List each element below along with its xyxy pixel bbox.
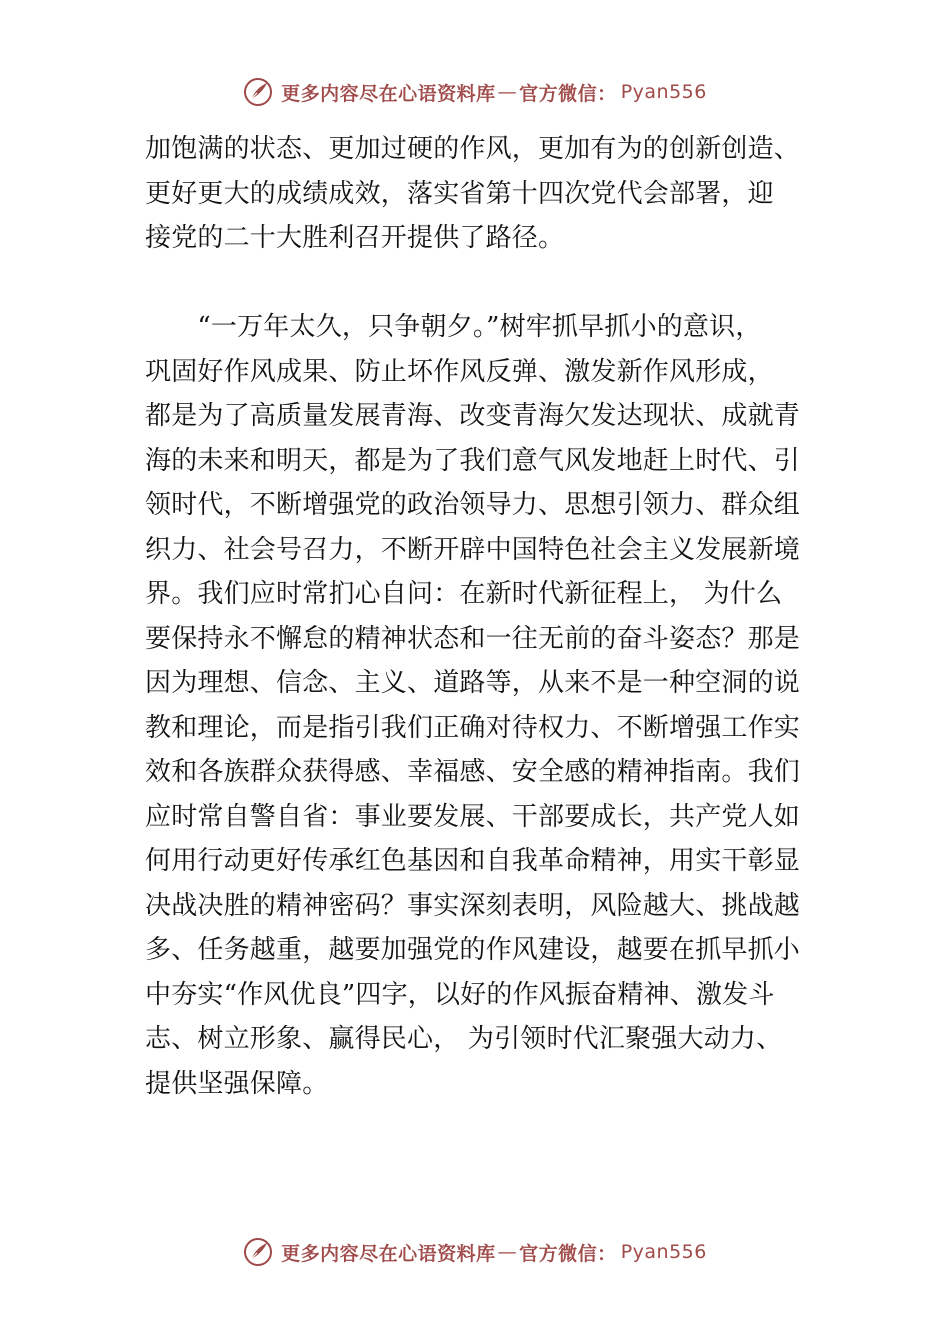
paragraph-1 — [145, 127, 835, 261]
watermark-separator: — — [497, 81, 518, 103]
text-line: 海的未来和明天，都是为了我们意气风发地赶上时代、引 — [145, 445, 801, 476]
text-line: 界。我们应时常扪心自问：在新时代新征程上， 为什么 — [145, 579, 783, 609]
text-line: 要保持永不懈怠的精神状态和一往无前的奋斗姿态？那是 — [145, 623, 801, 654]
text-line: 更好更大的成绩成效，落实省第十四次党代会部署，迎 — [145, 178, 774, 209]
text-line: 决战决胜的精神密码？事实深刻表明，风险越大、挑战越 — [145, 890, 801, 921]
text-line: 加饱满的状态、更加过硬的作风，更加有为的创新创造、 — [145, 134, 801, 164]
text-line: 教和理论，而是指引我们正确对待权力、不断增强工作实 — [145, 712, 801, 743]
text-line: 志、树立形象、赢得民心， 为引领时代汇聚强大动力、 — [145, 1024, 783, 1054]
paragraph-spacer — [145, 261, 835, 306]
paragraph-2 — [145, 305, 835, 1106]
document-body — [145, 127, 835, 1106]
watermark-suffix: 官方微信： — [519, 82, 617, 105]
footer-watermark — [0, 1230, 950, 1274]
text-line: 多、任务越重，越要加强党的作风建设，越要在抓早抓小 — [145, 935, 801, 965]
text-line: “一万年太久，只争朝夕。”树牢抓早抓小的意识， — [145, 312, 762, 342]
text-line: 因为理想、信念、主义、道路等，从来不是一种空洞的说 — [145, 668, 801, 698]
watermark-handle: Pyan556 — [620, 81, 707, 103]
header-watermark — [0, 70, 950, 114]
text-line: 领时代，不断增强党的政治领导力、思想引领力、群众组 — [145, 490, 801, 520]
text-line: 巩固好作风成果、防止坏作风反弹、激发新作风形成， — [145, 356, 774, 387]
text-line: 织力、社会号召力，不断开辟中国特色社会主义发展新境 — [145, 534, 801, 565]
text-line: 都是为了高质量发展青海、改变青海欠发达现状、成就青 — [145, 401, 801, 431]
watermark-handle: Pyan556 — [620, 1241, 707, 1263]
watermark-separator: — — [497, 1241, 518, 1263]
feather-pen-logo-icon — [243, 77, 273, 107]
watermark-text: 更多内容尽在心语资料库 — [281, 82, 496, 105]
text-line: 提供坚强保障。 — [145, 1068, 329, 1099]
text-line: 何用行动更好传承红色基因和自我革命精神，用实干彰显 — [145, 846, 801, 876]
text-line: 接党的二十大胜利召开提供了路径。 — [145, 223, 565, 253]
feather-pen-logo-icon — [243, 1237, 273, 1267]
watermark-suffix: 官方微信： — [519, 1242, 617, 1265]
text-line: 应时常自警自省：事业要发展、干部要成长，共产党人如 — [145, 801, 801, 832]
text-line: 效和各族群众获得感、幸福感、安全感的精神指南。我们 — [145, 757, 801, 787]
text-line: 中夯实“作风优良”四字，以好的作风振奋精神、激发斗 — [145, 979, 775, 1010]
watermark-text: 更多内容尽在心语资料库 — [281, 1242, 496, 1265]
